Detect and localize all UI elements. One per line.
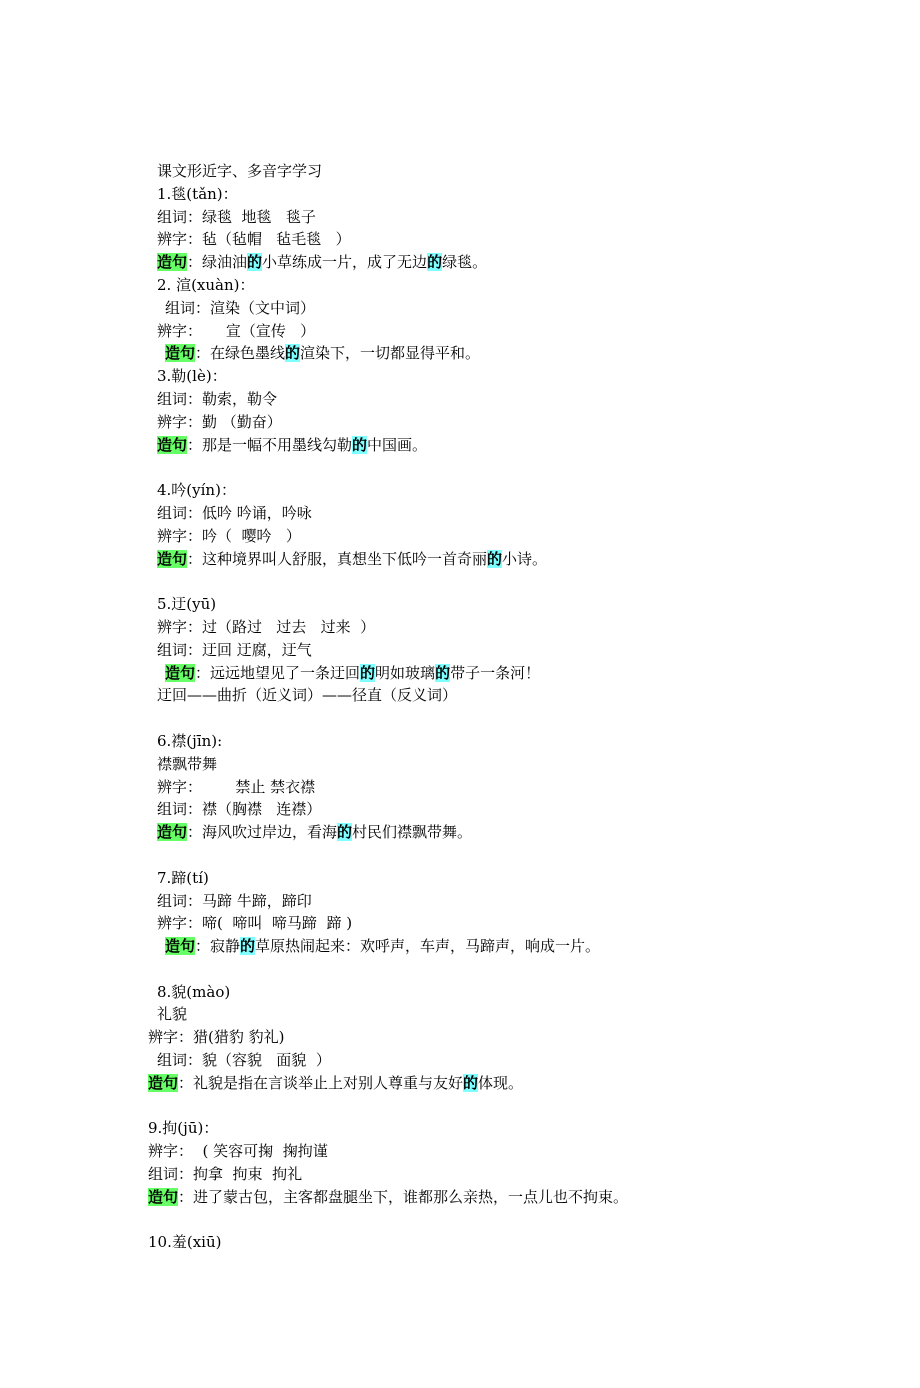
text-line: [0, 206, 920, 229]
text-segment: ：绿油油: [187, 253, 248, 272]
sentence-label-highlight: 造句: [165, 937, 196, 956]
text-segment: 组词：马蹄 牛蹄，蹄印: [157, 891, 312, 910]
text-segment: 组词：迂回 迂腐，迂气: [157, 640, 312, 659]
text-line: [0, 935, 920, 958]
blank-line: [0, 456, 920, 479]
text-segment: 辨字：啼( 啼叫 啼马蹄 蹄 ): [157, 914, 353, 933]
text-segment: 襟飘带舞: [157, 754, 218, 773]
text-segment: 8.貌(mào): [157, 982, 231, 1001]
text-segment: 辨字：毡（毡帽 毡毛毯 ）: [157, 230, 351, 249]
text-segment: 组词：襟（胸襟 连襟）: [157, 800, 322, 819]
text-segment: 渲染下，一切都显得平和。: [300, 344, 481, 363]
text-line: [0, 1003, 920, 1026]
sentence-label-highlight: 造句: [157, 253, 188, 272]
text-line: [0, 684, 920, 707]
text-segment: 体现。: [478, 1073, 524, 1092]
text-line: [0, 411, 920, 434]
text-line: [0, 616, 920, 639]
de-highlight: 的: [352, 435, 368, 454]
text-segment: 组词：拘拿 拘束 拘礼: [148, 1165, 303, 1184]
de-highlight: 的: [435, 663, 451, 682]
text-segment: 辨字：过（路过 过去 过来 ）: [157, 617, 376, 636]
blank-line: [0, 1095, 920, 1118]
text-line: [0, 776, 920, 799]
text-segment: 辨字：勤 （勤奋）: [157, 412, 282, 431]
text-segment: 辨字：吟（ 嘤吟 ）: [157, 526, 301, 545]
text-segment: ：这种境界叫人舒服，真想坐下低吟一首奇丽: [187, 549, 488, 568]
text-line: [0, 365, 920, 388]
text-segment: 4.吟(yín)：: [157, 481, 236, 500]
text-segment: 辨字：猎(猎豹 豹礼): [148, 1028, 285, 1047]
text-line: [0, 981, 920, 1004]
text-line: [0, 798, 920, 821]
text-segment: ：海风吹过岸边，看海: [187, 823, 338, 842]
text-segment: 组词：渲染（文中词）: [165, 298, 316, 317]
text-segment: 带子一条河！: [450, 663, 541, 682]
text-segment: 小草练成一片，成了无边: [262, 253, 428, 272]
blank-line: [0, 844, 920, 867]
text-segment: 7.蹄(tí): [157, 868, 209, 887]
text-segment: 小诗。: [502, 549, 548, 568]
text-segment: ：礼貌是指在言谈举止上对别人尊重与友好: [178, 1073, 464, 1092]
document-title: [0, 160, 920, 183]
text-line: [0, 479, 920, 502]
text-line: [0, 662, 920, 685]
text-line: [0, 867, 920, 890]
text-segment: 村民们襟飘带舞。: [352, 823, 473, 842]
text-segment: 2. 渲(xuàn)：: [157, 275, 255, 294]
text-segment: ：进了蒙古包，主客都盘腿坐下，谁都那么亲热，一点儿也不拘束。: [178, 1187, 629, 1206]
text-segment: 组词：勒索，勒令: [157, 389, 278, 408]
document-body: [0, 160, 920, 1254]
sentence-label-highlight: 造句: [157, 549, 188, 568]
text-line: [0, 821, 920, 844]
text-segment: 辨字： ( 笑容可掬 掬拘谨: [148, 1142, 328, 1161]
text-line: [0, 1026, 920, 1049]
de-highlight: 的: [487, 549, 503, 568]
text-segment: 课文形近字、多音字学习: [157, 162, 323, 180]
text-line: [0, 639, 920, 662]
text-segment: 3.勒(lè)：: [157, 367, 227, 386]
text-line: [0, 525, 920, 548]
sentence-label-highlight: 造句: [148, 1187, 179, 1206]
text-line: [0, 388, 920, 411]
blank-line: [0, 958, 920, 981]
sentence-label-highlight: 造句: [165, 663, 196, 682]
sentence-label-highlight: 造句: [165, 344, 196, 363]
text-segment: 辨字： 禁止 禁衣襟: [157, 777, 316, 796]
text-segment: ：寂静: [195, 937, 241, 956]
text-segment: ：在绿色墨线: [195, 344, 286, 363]
text-line: [0, 274, 920, 297]
blank-line: [0, 1209, 920, 1232]
text-segment: 组词：貌（容貌 面貌 ）: [157, 1051, 331, 1070]
sentence-label-highlight: 造句: [157, 435, 188, 454]
text-line: [0, 548, 920, 571]
text-line: [0, 1231, 920, 1254]
text-segment: 10.羞(xiū): [148, 1233, 222, 1252]
text-segment: 6.襟(jīn):: [157, 731, 223, 750]
text-line: [0, 753, 920, 776]
text-segment: 1.毯(tǎn)：: [157, 184, 238, 203]
de-highlight: 的: [240, 937, 256, 956]
text-segment: 9.拘(jū)：: [148, 1119, 219, 1138]
de-highlight: 的: [285, 344, 301, 363]
text-segment: 礼貌: [157, 1005, 188, 1024]
text-line: [0, 502, 920, 525]
de-highlight: 的: [463, 1073, 479, 1092]
de-highlight: 的: [360, 663, 376, 682]
text-segment: 组词：绿毯 地毯 毯子: [157, 207, 316, 226]
sentence-label-highlight: 造句: [148, 1073, 179, 1092]
text-line: [0, 730, 920, 753]
text-segment: 迂回——曲折（近义词）——径直（反义词）: [157, 686, 458, 705]
text-segment: 中国画。: [367, 435, 428, 454]
text-line: [0, 890, 920, 913]
text-line: [0, 1163, 920, 1186]
text-segment: 明如玻璃: [375, 663, 436, 682]
text-line: [0, 1072, 920, 1095]
text-line: [0, 228, 920, 251]
blank-line: [0, 707, 920, 730]
text-line: [0, 342, 920, 365]
text-line: [0, 593, 920, 616]
de-highlight: 的: [247, 253, 263, 272]
blank-line: [0, 570, 920, 593]
de-highlight: 的: [427, 253, 443, 272]
text-line: [0, 183, 920, 206]
text-line: [0, 912, 920, 935]
text-line: [0, 434, 920, 457]
text-line: [0, 320, 920, 343]
text-segment: 辨字： 宣（宣传 ）: [157, 321, 316, 340]
text-line: [0, 1117, 920, 1140]
text-line: [0, 1140, 920, 1163]
de-highlight: 的: [337, 823, 353, 842]
text-line: [0, 251, 920, 274]
text-line: [0, 297, 920, 320]
text-segment: 5.迂(yū): [157, 595, 217, 614]
text-segment: 绿毯。: [442, 253, 488, 272]
sentence-label-highlight: 造句: [157, 823, 188, 842]
text-segment: 草原热闹起来：欢呼声，车声，马蹄声，响成一片。: [255, 937, 601, 956]
text-segment: ：那是一幅不用墨线勾勒: [187, 435, 353, 454]
text-line: [0, 1049, 920, 1072]
text-segment: ：远远地望见了一条迂回: [195, 663, 361, 682]
text-segment: 组词：低吟 吟诵，吟咏: [157, 503, 312, 522]
text-line: [0, 1186, 920, 1209]
